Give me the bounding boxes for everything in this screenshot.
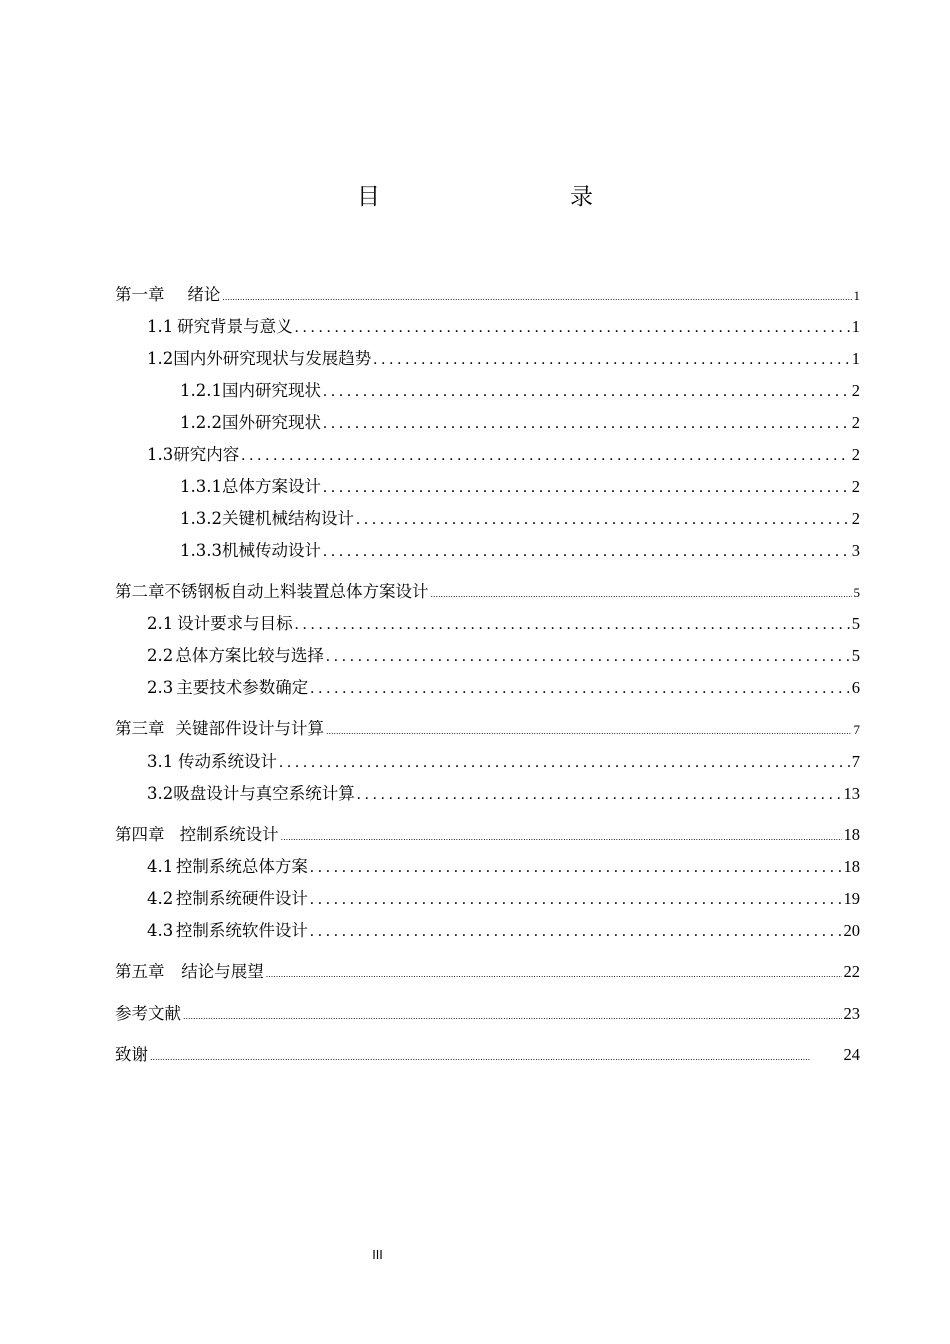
- toc-entry-title: 机械传动设计: [221, 541, 321, 560]
- toc-entry-page: 18: [843, 825, 860, 844]
- toc-entry-title: 总体方案设计: [221, 477, 321, 496]
- toc-entry-number: 4.3: [147, 921, 174, 940]
- toc-entry-page: 23: [843, 1004, 860, 1023]
- toc-subsection-entry[interactable]: [180, 537, 860, 563]
- toc-entry-title: 关键机械结构设计: [221, 509, 354, 528]
- toc-subsection-entry[interactable]: [180, 377, 860, 403]
- toc-entry-title: 结论与展望: [181, 962, 264, 981]
- toc-references-entry[interactable]: [115, 1000, 860, 1026]
- toc-entry-page: 2: [851, 509, 860, 528]
- toc-entry-title: 控制系统硬件设计: [175, 889, 308, 908]
- toc-entry-page: 18: [843, 857, 860, 876]
- toc-dot-leader: [323, 477, 850, 497]
- toc-dot-leader: [431, 582, 852, 601]
- toc-entry-page: 24: [843, 1045, 860, 1064]
- toc-entry-number: 1.3.3: [180, 541, 222, 560]
- toc-entry-title: 控制系统软件设计: [175, 921, 308, 940]
- toc-dot-leader: [373, 349, 850, 369]
- toc-entry-page: 2: [851, 381, 860, 400]
- toc-entry-page: 22: [843, 962, 860, 981]
- toc-section-entry[interactable]: [147, 441, 860, 467]
- toc-dot-leader: [326, 719, 852, 738]
- toc-section-entry[interactable]: [147, 853, 860, 879]
- toc-dot-leader: [323, 413, 850, 433]
- toc-entry-number: 4.2: [147, 889, 174, 908]
- toc-entry-number: 2.1: [147, 614, 174, 633]
- toc-entry-title: 控制系统设计: [179, 825, 279, 844]
- toc-dot-leader: [310, 921, 842, 941]
- toc-entry-title: 研究内容: [173, 445, 240, 464]
- toc-section-entry[interactable]: [147, 748, 860, 774]
- toc-entry-number: 1.3: [147, 445, 174, 464]
- toc-entry-title: 致谢: [115, 1045, 148, 1064]
- toc-entry-title: 研究背景与意义: [177, 317, 293, 336]
- toc-entry-page: 2: [851, 445, 860, 464]
- toc-dot-leader: [310, 889, 842, 909]
- toc-dot-leader: [323, 381, 850, 401]
- toc-subsection-entry[interactable]: [180, 473, 860, 499]
- toc-dot-leader: [295, 317, 850, 337]
- toc-entry-title: 控制系统总体方案: [175, 857, 308, 876]
- toc-entry-number: 第一章: [115, 285, 165, 304]
- toc-entry-page: 1: [853, 288, 860, 303]
- toc-entry-page: 1: [851, 317, 860, 336]
- toc-section-entry[interactable]: [147, 674, 860, 700]
- toc-entry-page: 5: [851, 614, 860, 633]
- toc-entry-page: 20: [843, 921, 860, 940]
- toc-entry-number: 第二章: [115, 582, 165, 601]
- toc-entry-page: 19: [843, 889, 860, 908]
- toc-dot-leader: [357, 784, 842, 804]
- toc-entry-page: 2: [851, 477, 860, 496]
- toc-entry-number: 2.3: [147, 678, 174, 697]
- toc-dot-leader: [281, 825, 842, 844]
- toc-entry-title: 国内外研究现状与发展趋势: [173, 349, 372, 368]
- toc-dot-leader: [356, 509, 850, 529]
- toc-dot-leader: [183, 1004, 842, 1023]
- toc-dot-leader: [326, 646, 850, 666]
- toc-chapter-entry[interactable]: [115, 578, 860, 604]
- toc-chapter-entry[interactable]: [115, 821, 860, 847]
- toc-section-entry[interactable]: [147, 345, 860, 371]
- toc-chapter-entry[interactable]: [115, 281, 860, 307]
- toc-section-entry[interactable]: [147, 780, 860, 806]
- toc-entry-title: 主要技术参数确定: [176, 678, 309, 697]
- page-title: 目 录: [357, 184, 641, 210]
- toc-entry-title: 吸盘设计与真空系统计算: [173, 784, 355, 803]
- toc-entry-number: 1.1: [147, 317, 174, 336]
- toc-entry-number: 4.1: [147, 857, 174, 876]
- toc-dot-leader: [310, 857, 842, 877]
- toc-chapter-entry[interactable]: [115, 958, 860, 984]
- toc-dot-leader: [310, 678, 850, 698]
- toc-entry-number: 1.3.2: [180, 509, 222, 528]
- toc-entry-title: 国内研究现状: [221, 381, 321, 400]
- toc-dot-leader: [295, 614, 850, 634]
- toc-subsection-entry[interactable]: [180, 505, 860, 531]
- toc-entry-page: 6: [851, 678, 860, 697]
- toc-entry-page: 7: [851, 752, 860, 771]
- toc-entry-title: 设计要求与目标: [177, 614, 293, 633]
- toc-entry-title: 国外研究现状: [221, 413, 321, 432]
- toc-entry-title: 不锈钢板自动上料装置总体方案设计: [164, 582, 429, 601]
- toc-entry-page: 1: [851, 349, 860, 368]
- toc-entry-title: 绪论: [187, 285, 221, 304]
- toc-entry-number: 第五章: [115, 962, 165, 981]
- toc-dot-leader: [266, 962, 842, 981]
- toc-entry-page: 5: [853, 585, 860, 600]
- toc-entry-number: 第四章: [115, 825, 165, 844]
- toc-chapter-entry[interactable]: [115, 715, 860, 741]
- toc-entry-number: 1.2.2: [180, 413, 222, 432]
- toc-entry-number: 1.2.1: [180, 381, 222, 400]
- toc-entry-number: 3.1: [147, 752, 174, 771]
- toc-section-entry[interactable]: [147, 917, 860, 943]
- toc-entry-page: 3: [851, 541, 860, 560]
- toc-entry-title: 参考文献: [115, 1004, 181, 1023]
- toc-dot-leader: [279, 752, 850, 772]
- footer-page-number: III: [372, 1248, 383, 1262]
- toc-entry-number: 1.3.1: [180, 477, 222, 496]
- toc-entry-title: 传动系统设计: [177, 752, 277, 771]
- toc-section-entry[interactable]: [147, 642, 860, 668]
- toc-entry-number: 1.2: [147, 349, 174, 368]
- toc-entry-page: 2: [851, 413, 860, 432]
- toc-entry-page: 7: [853, 722, 860, 737]
- toc-acknowledgements-entry[interactable]: [115, 1041, 860, 1067]
- toc-entry-number: 第三章: [115, 719, 165, 738]
- toc-entry-page: 5: [851, 646, 860, 665]
- toc-entry-title: 关键部件设计与计算: [175, 719, 324, 738]
- toc-dot-leader: [150, 1045, 842, 1064]
- toc-dot-leader: [241, 445, 850, 465]
- toc-entry-title: 总体方案比较与选择: [175, 646, 324, 665]
- toc-dot-leader: [222, 285, 851, 304]
- toc-entry-number: 2.2: [147, 646, 174, 665]
- toc-section-entry[interactable]: [147, 885, 860, 911]
- toc-section-entry[interactable]: [147, 313, 860, 339]
- toc-dot-leader: [323, 541, 850, 561]
- toc-entry-page: 13: [843, 784, 860, 803]
- toc-subsection-entry[interactable]: [180, 409, 860, 435]
- toc-entry-number: 3.2: [147, 784, 174, 803]
- toc-section-entry[interactable]: [147, 610, 860, 636]
